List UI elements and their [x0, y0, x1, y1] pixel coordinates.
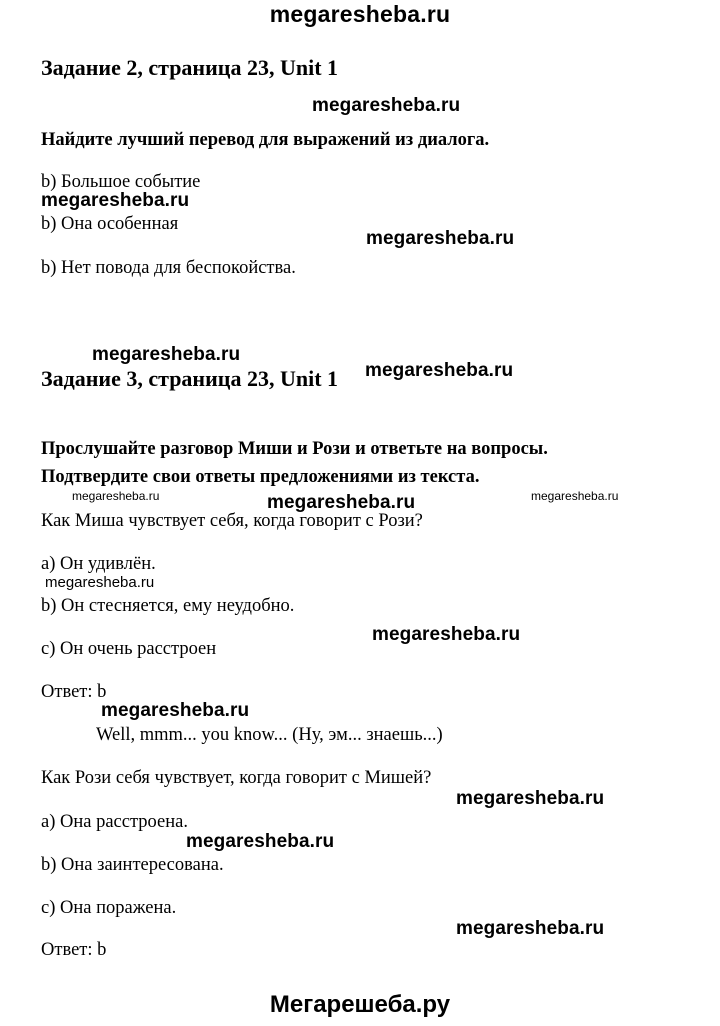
site-header: megaresheba.ru [269, 1, 451, 27]
watermark: megaresheba.ru [186, 831, 335, 852]
task-2-answer: b) Она особенная [41, 214, 179, 234]
watermark: megaresheba.ru [456, 788, 605, 809]
watermark: megaresheba.ru [456, 918, 605, 939]
question: Как Миша чувствует себя, когда говорит с Рози? [41, 511, 423, 531]
task-3-instruction: Прослушайте разговор Миши и Рози и ответьте на вопросы. [41, 439, 548, 459]
task-2-answer: b) Нет повода для беспокойства. [41, 258, 296, 278]
watermark: megaresheba.ru [531, 489, 619, 503]
task-2-answer: b) Большое событие [41, 172, 201, 192]
question: Как Рози себя чувствует, когда говорит с Мишей? [41, 768, 432, 788]
option: b) Он стесняется, ему неудобно. [41, 596, 295, 616]
watermark: megaresheba.ru [267, 492, 416, 513]
task-3-heading: Задание 3, страница 23, Unit 1 [41, 366, 339, 391]
watermark: megaresheba.ru [365, 360, 514, 381]
watermark: megaresheba.ru [366, 228, 515, 249]
task-2-instruction: Найдите лучший перевод для выражений из диалога. [41, 130, 490, 150]
answer-quote: Well, mmm... you know... (Ну, эм... знаешь...) [96, 725, 443, 745]
option: a) Она расстроена. [41, 812, 188, 832]
site-footer: Мегарешеба.ру [269, 991, 451, 1018]
watermark: megaresheba.ru [372, 624, 521, 645]
answer: Ответ: b [41, 940, 107, 960]
option: c) Она поражена. [41, 898, 177, 918]
watermark: megaresheba.ru [45, 574, 155, 591]
option: c) Он очень расстроен [41, 639, 217, 659]
watermark: megaresheba.ru [312, 95, 461, 116]
answer: Ответ: b [41, 682, 107, 702]
watermark: megaresheba.ru [92, 344, 241, 365]
watermark: megaresheba.ru [101, 700, 250, 721]
watermark: megaresheba.ru [72, 489, 160, 503]
option: b) Она заинтересована. [41, 855, 224, 875]
option: a) Он удивлён. [41, 554, 156, 574]
task-2-heading: Задание 2, страница 23, Unit 1 [41, 55, 339, 80]
task-3-instruction: Подтвердите свои ответы предложениями из текста. [41, 467, 480, 487]
watermark: megaresheba.ru [41, 190, 190, 211]
